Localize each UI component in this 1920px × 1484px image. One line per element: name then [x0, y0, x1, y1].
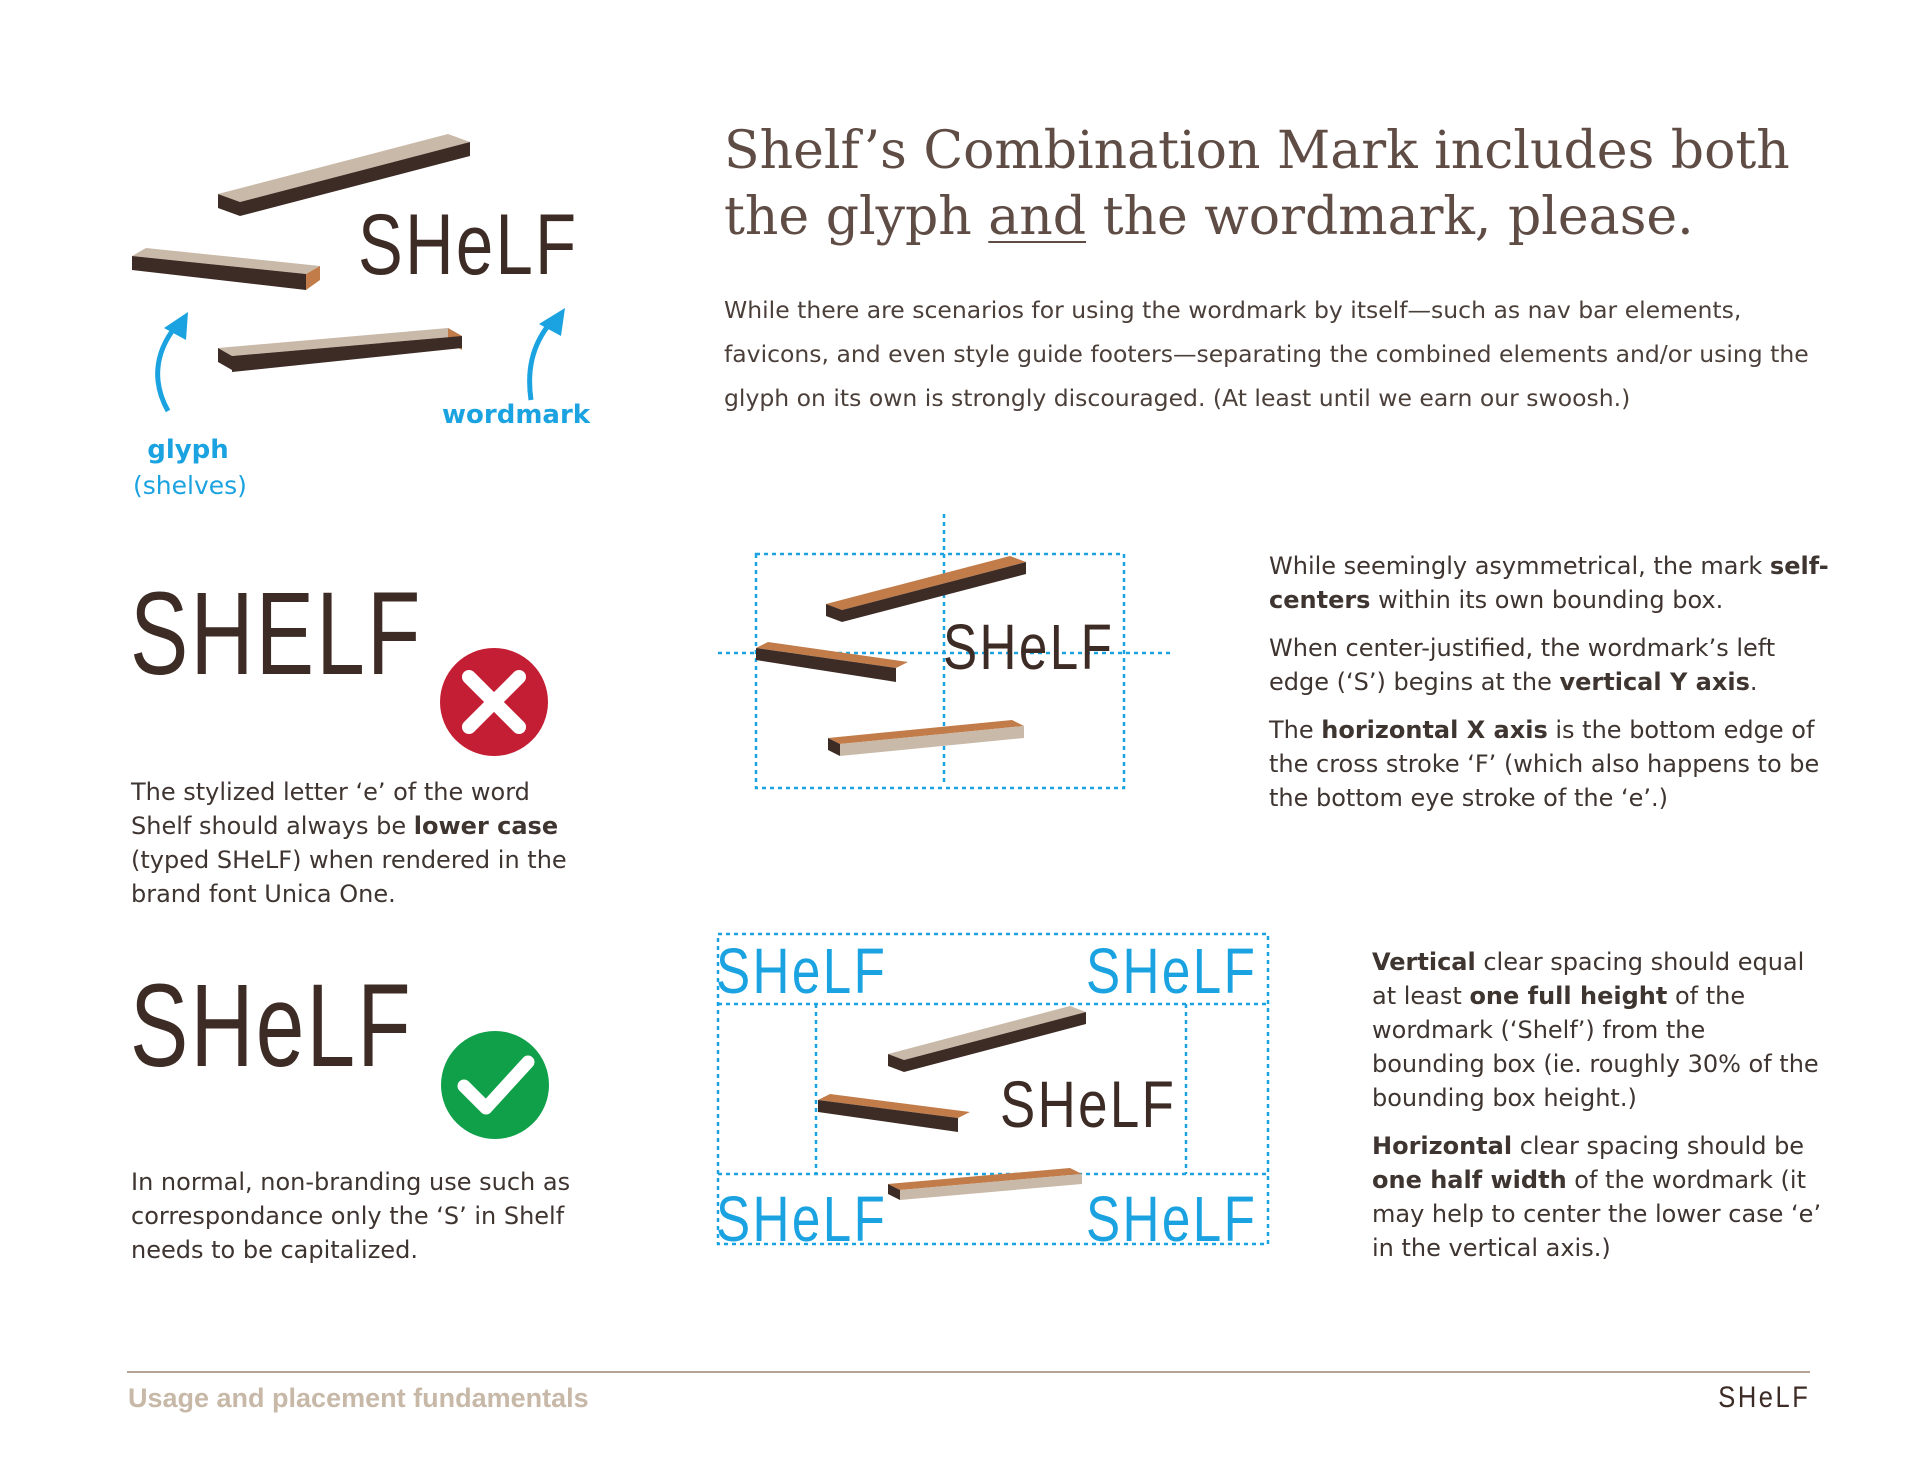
centering-p3-bold: horizontal X axis [1321, 716, 1548, 744]
wrong-x-icon [439, 647, 549, 757]
clearspace-p2-after: of the wordmark (it may help to center the lower case ‘e’ in the vertical axis.) [1372, 1166, 1822, 1262]
arrow-up-icon [148, 306, 208, 416]
corner-wordmark-bottom-right: SHeLF [1086, 1183, 1258, 1255]
centering-paragraph-1 [1269, 549, 1829, 617]
centering-p1-bold: self-centers [1269, 552, 1829, 614]
clearspace-copy [1372, 945, 1822, 1279]
corner-wordmark-top-right: SHeLF [1086, 935, 1258, 1007]
wrong-caption-2: (typed SHeLF) when rendered in the brand font Unica One. [131, 846, 567, 908]
clearspace-p2-bold-a: Horizontal [1372, 1132, 1513, 1160]
check-icon [440, 1030, 550, 1140]
centering-p2-before: When center-justified, the wordmark’s left edge (‘S’) begins at the [1269, 634, 1776, 696]
centering-p2-bold: vertical Y axis [1559, 668, 1750, 696]
glyph-label-title: glyph [147, 435, 229, 465]
clearspace-p2-bold-b: one half width [1372, 1166, 1567, 1194]
clearspace-p1-after: of the wordmark (‘Shelf’) from the bounding box (ie. roughly 30% of the bounding box height.) [1372, 982, 1819, 1112]
wrong-wordmark: SHELF [130, 568, 423, 700]
centering-p3-after: is the bottom edge of the cross stroke ‘F’ (which also happens to be the bottom eye stroke of the ‘e’.) [1269, 716, 1820, 812]
centering-wordmark: SHeLF [943, 611, 1115, 683]
clearspace-wordmark: SHeLF [1000, 1067, 1177, 1141]
intro-paragraph: While there are scenarios for using the wordmark by itself—such as nav bar elements, favicons, and even style guide footers—separating the combined elements and/or using the glyph on its own is strongly discouraged. (At least until we earn our swoosh.) [724, 296, 1809, 412]
centering-p1-after: within its own bounding box. [1370, 586, 1724, 614]
corner-wordmark-bottom-left: SHeLF [716, 1183, 888, 1255]
headline-line2-after: the wordmark, please. [1086, 187, 1694, 247]
page-title [724, 118, 1824, 250]
combo-wordmark: SHeLF [358, 197, 579, 293]
right-caption: In normal, non-branding use such as correspondance only the ‘S’ in Shelf needs to be capitalized. [131, 1168, 571, 1264]
centering-p1-before: While seemingly asymmetrical, the mark [1269, 552, 1770, 580]
corner-wordmark-top-left: SHeLF [716, 935, 888, 1007]
wrong-caption [131, 775, 581, 911]
arrow-up-icon [517, 302, 577, 412]
clearspace-p1-bold-a: Vertical [1372, 948, 1476, 976]
footer-divider [127, 1371, 1810, 1373]
wrong-caption-1: The stylized letter ‘e’ of the word Shelf should always be [131, 778, 530, 840]
wordmark-label: wordmark [442, 400, 591, 430]
wrong-caption-bold: lower case [413, 812, 559, 840]
headline-line1: Shelf’s Combination Mark includes both [724, 121, 1790, 181]
clearspace-p1-mid: clear spacing should equal at least [1372, 948, 1805, 1010]
right-wordmark: SHeLF [130, 960, 413, 1092]
centering-paragraph-2 [1269, 631, 1829, 699]
centering-p3-before: The [1269, 716, 1322, 744]
headline-line2-before: the glyph [724, 187, 989, 247]
headline-underlined-word: and [988, 187, 1087, 247]
clearspace-paragraph-1 [1372, 945, 1822, 1115]
clearspace-paragraph-2 [1372, 1129, 1822, 1265]
centering-copy [1269, 549, 1829, 829]
centering-p2-after: . [1749, 668, 1758, 696]
footer-logo: SHeLF [1717, 1381, 1810, 1414]
clearspace-p2-mid: clear spacing should be [1512, 1132, 1805, 1160]
headline-line2 [724, 184, 1824, 250]
clearspace-p1-bold-b: one full height [1469, 982, 1668, 1010]
footer-title: Usage and placement fundamentals [128, 1383, 589, 1413]
glyph-label-sub: (shelves) [133, 471, 247, 500]
centering-paragraph-3 [1269, 713, 1829, 815]
glyph-label [133, 432, 247, 504]
